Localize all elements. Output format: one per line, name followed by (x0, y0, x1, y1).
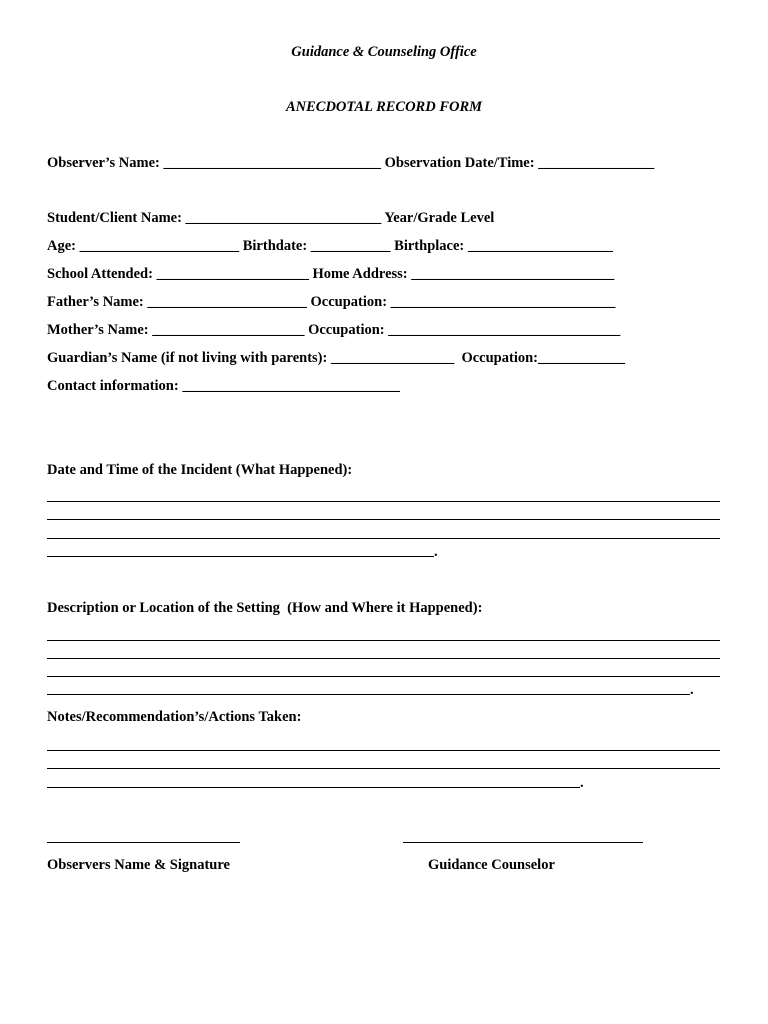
father-row: Father’s Name: ______________________ Occupation: _______________________________ (47, 294, 616, 310)
form-title: ANECDOTAL RECORD FORM (285, 99, 483, 115)
notes-heading: Notes/Recommendation’s/Actions Taken: (47, 709, 302, 725)
setting-heading: Description or Location of the Setting (How and Where it Happened): (47, 600, 483, 616)
setting-line-1 (47, 640, 720, 641)
notes-line-2 (47, 768, 720, 769)
setting-end-period: . (690, 682, 694, 698)
contact-row: Contact information: ______________________________ (47, 378, 400, 394)
incident-line-3 (47, 538, 720, 539)
mother-row: Mother’s Name: _____________________ Occupation: ________________________________ (47, 322, 621, 338)
setting-line-3 (47, 676, 720, 677)
incident-end-period: . (434, 544, 438, 560)
counselor-signature-line (403, 842, 643, 843)
notes-line-1 (47, 750, 720, 751)
counselor-signature-label: Guidance Counselor (428, 857, 555, 873)
student-row: Student/Client Name: ___________________________ Year/Grade Level (47, 210, 495, 226)
incident-line-1 (47, 501, 720, 502)
notes-end-period: . (580, 775, 584, 791)
setting-line-4 (47, 694, 690, 695)
incident-line-2 (47, 519, 720, 520)
observer-signature-label: Observers Name & Signature (47, 857, 230, 873)
observer-signature-line (47, 842, 240, 843)
guardian-row: Guardian’s Name (if not living with parents): _________________ Occupation:____________ (47, 350, 625, 366)
notes-line-3 (47, 787, 580, 788)
incident-heading: Date and Time of the Incident (What Happened): (47, 462, 353, 478)
observer-row: Observer’s Name: ______________________________ Observation Date/Time: ________________ (47, 155, 655, 171)
setting-line-2 (47, 658, 720, 659)
office-heading: Guidance & Counseling Office (291, 44, 477, 60)
age-row: Age: ______________________ Birthdate: ___________ Birthplace: ____________________ (47, 238, 613, 254)
incident-line-4 (47, 556, 434, 557)
school-row: School Attended: _____________________ Home Address: ____________________________ (47, 266, 615, 282)
